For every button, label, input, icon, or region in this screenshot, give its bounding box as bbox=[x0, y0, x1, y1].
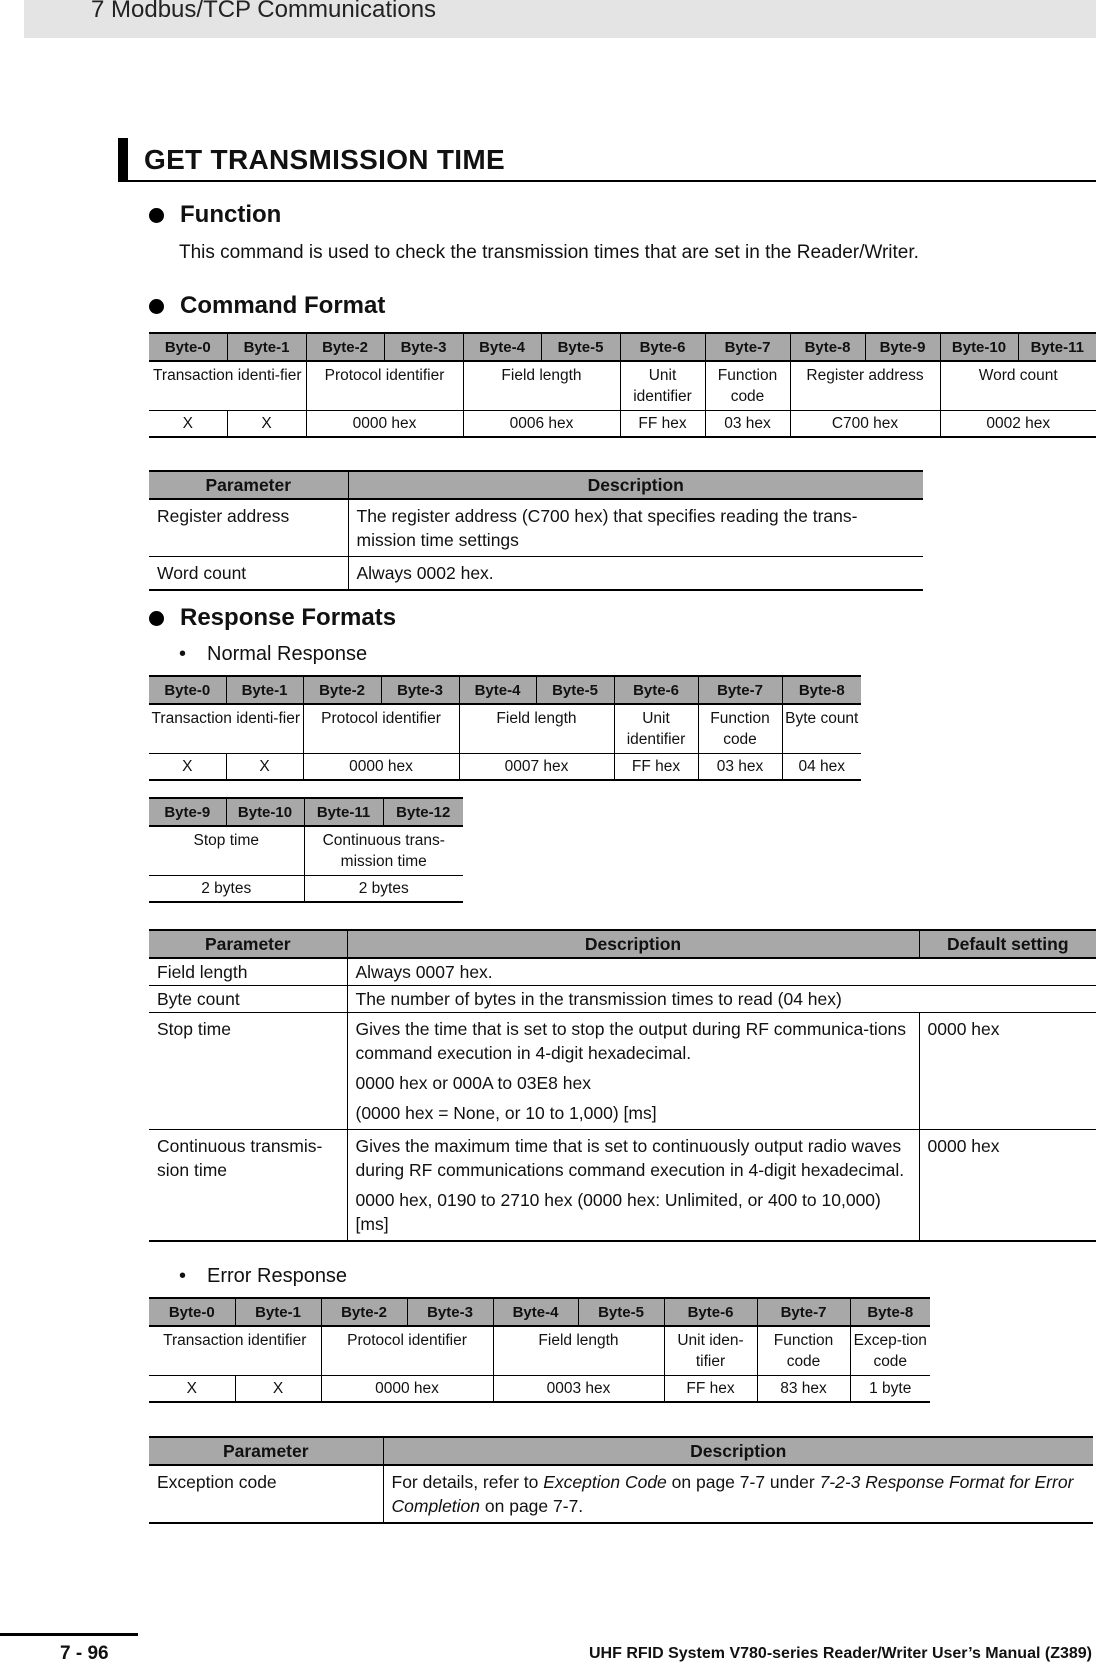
byte-header-row bbox=[149, 1298, 930, 1326]
description-header: Description bbox=[348, 471, 923, 499]
table-row bbox=[149, 499, 923, 557]
response-formats-heading-text: Response Formats bbox=[180, 604, 397, 631]
chapter-header-bar bbox=[24, 0, 1096, 38]
byte-label: Byte-2 bbox=[303, 676, 381, 704]
parameter-description: Always 0002 hex. bbox=[348, 557, 923, 591]
parameter-description: The number of bytes in the transmission times to read (04 hex) bbox=[347, 986, 1096, 1013]
function-heading bbox=[149, 201, 281, 229]
default-setting: 0000 hex bbox=[919, 1130, 1096, 1242]
exception-code-reference: Exception Code bbox=[543, 1472, 667, 1492]
field-value: 0000 hex bbox=[303, 754, 459, 781]
field-value: X bbox=[149, 1376, 235, 1403]
description-line: (0000 hex = None, or 10 to 1,000) [ms] bbox=[355, 1103, 657, 1123]
description-line: 0000 hex, 0190 to 2710 hex (0000 hex: Unlimited, or 400 to 10,000) [ms] bbox=[355, 1190, 881, 1234]
parameter-name: Byte count bbox=[149, 986, 347, 1013]
field-name: Transaction identi-fier bbox=[149, 704, 303, 754]
description-header: Description bbox=[347, 930, 919, 958]
section-title-text: GET TRANSMISSION TIME bbox=[144, 144, 505, 175]
parameter-header: Parameter bbox=[149, 471, 348, 499]
normal-response-table bbox=[149, 675, 861, 781]
field-value: X bbox=[226, 754, 303, 781]
field-value-row bbox=[149, 411, 1096, 438]
default-setting-header: Default setting bbox=[919, 930, 1096, 958]
command-format-heading bbox=[149, 292, 385, 320]
bullet-icon bbox=[149, 299, 164, 314]
table-row bbox=[149, 1465, 1093, 1523]
field-value: 83 hex bbox=[757, 1376, 850, 1403]
field-name: Protocol identifier bbox=[321, 1326, 493, 1376]
table-row bbox=[149, 557, 923, 591]
byte-label: Byte-10 bbox=[940, 333, 1018, 361]
byte-label: Byte-3 bbox=[384, 333, 463, 361]
field-name: Field length bbox=[493, 1326, 664, 1376]
table-row bbox=[149, 986, 1096, 1013]
byte-label: Byte-0 bbox=[149, 333, 227, 361]
section-reference: 7-2-3 Response Format for Error Completion bbox=[391, 1472, 1074, 1516]
field-name: Word count bbox=[940, 361, 1096, 411]
field-value: 03 hex bbox=[705, 411, 790, 438]
error-parameter-table bbox=[149, 1436, 1093, 1524]
byte-label: Byte-1 bbox=[227, 333, 306, 361]
error-response-label: • Error Response bbox=[179, 1265, 348, 1287]
field-name: Field length bbox=[459, 704, 614, 754]
field-value: FF hex bbox=[620, 411, 705, 438]
field-value: 0007 hex bbox=[459, 754, 614, 781]
byte-label: Byte-7 bbox=[757, 1298, 850, 1326]
field-value: 0000 hex bbox=[321, 1376, 493, 1403]
parameter-name: Word count bbox=[149, 557, 348, 591]
parameter-description: The register address (C700 hex) that specifies reading the trans-mission time settings bbox=[348, 499, 923, 557]
field-value: 1 byte bbox=[850, 1376, 930, 1403]
byte-header-row bbox=[149, 676, 861, 704]
field-name: Protocol identifier bbox=[303, 704, 459, 754]
parameter-name: Field length bbox=[149, 958, 347, 986]
parameter-description bbox=[347, 1130, 919, 1242]
field-name: Protocol identifier bbox=[306, 361, 463, 411]
parameter-header: Parameter bbox=[149, 1437, 383, 1465]
byte-label: Byte-9 bbox=[865, 333, 940, 361]
response-formats-heading bbox=[149, 604, 396, 632]
field-name: Transaction identi-fier bbox=[149, 361, 306, 411]
byte-label: Byte-9 bbox=[149, 798, 226, 826]
field-value-row bbox=[149, 754, 861, 781]
default-setting: 0000 hex bbox=[919, 1013, 1096, 1130]
description-header: Description bbox=[383, 1437, 1093, 1465]
byte-label: Byte-1 bbox=[235, 1298, 321, 1326]
byte-label: Byte-7 bbox=[705, 333, 790, 361]
field-value: FF hex bbox=[664, 1376, 757, 1403]
table-row bbox=[149, 1130, 1096, 1242]
byte-label: Byte-7 bbox=[698, 676, 782, 704]
byte-label: Byte-0 bbox=[149, 1298, 235, 1326]
field-value: X bbox=[227, 411, 306, 438]
field-name: Function code bbox=[757, 1326, 850, 1376]
byte-label: Byte-6 bbox=[664, 1298, 757, 1326]
field-value: 03 hex bbox=[698, 754, 782, 781]
page-number: 7 - 96 bbox=[60, 1643, 109, 1664]
field-value: 0000 hex bbox=[306, 411, 463, 438]
description-line: 0000 hex or 000A to 03E8 hex bbox=[355, 1073, 591, 1093]
byte-label: Byte-12 bbox=[383, 798, 463, 826]
byte-label: Byte-5 bbox=[541, 333, 620, 361]
byte-label: Byte-6 bbox=[614, 676, 698, 704]
manual-title: UHF RFID System V780-series Reader/Writer User’s Manual (Z389) bbox=[588, 1645, 1092, 1662]
byte-label: Byte-8 bbox=[850, 1298, 930, 1326]
field-name: Transaction identifier bbox=[149, 1326, 321, 1376]
error-response-table bbox=[149, 1297, 930, 1403]
field-value-row bbox=[149, 1376, 930, 1403]
parameter-name: Continuous transmis-sion time bbox=[149, 1130, 347, 1242]
field-name: Byte count bbox=[782, 704, 861, 754]
byte-label: Byte-3 bbox=[407, 1298, 493, 1326]
parameter-header-row bbox=[149, 930, 1096, 958]
description-line: Gives the time that is set to stop the output during RF communica-tions command execution in 4-digit hexadecimal. bbox=[355, 1019, 907, 1063]
byte-label: Byte-3 bbox=[381, 676, 459, 704]
field-value: 2 bytes bbox=[304, 876, 463, 903]
byte-label: Byte-4 bbox=[459, 676, 536, 704]
bullet-icon bbox=[149, 611, 164, 626]
field-value: 0006 hex bbox=[463, 411, 620, 438]
byte-label: Byte-4 bbox=[493, 1298, 578, 1326]
byte-header-row bbox=[149, 333, 1096, 361]
byte-label: Byte-1 bbox=[226, 676, 303, 704]
byte-label: Byte-2 bbox=[306, 333, 384, 361]
parameter-description bbox=[347, 1013, 919, 1130]
field-value: FF hex bbox=[614, 754, 698, 781]
function-heading-text: Function bbox=[180, 201, 282, 228]
field-name: Field length bbox=[463, 361, 620, 411]
field-name-row bbox=[149, 704, 861, 754]
byte-label: Byte-6 bbox=[620, 333, 705, 361]
byte-label: Byte-8 bbox=[790, 333, 865, 361]
chapter-title: 7 Modbus/TCP Communications bbox=[91, 0, 437, 23]
field-value: 2 bytes bbox=[149, 876, 304, 903]
normal-response-table-2 bbox=[149, 797, 463, 903]
field-name-row bbox=[149, 1326, 930, 1376]
field-value: X bbox=[149, 754, 226, 781]
byte-label: Byte-10 bbox=[226, 798, 304, 826]
field-name-row bbox=[149, 361, 1096, 411]
parameter-name: Exception code bbox=[149, 1465, 383, 1523]
footer-rule bbox=[0, 1633, 138, 1636]
byte-label: Byte-11 bbox=[1018, 333, 1096, 361]
byte-label: Byte-0 bbox=[149, 676, 226, 704]
section-title bbox=[118, 138, 1096, 182]
table-row bbox=[149, 1013, 1096, 1130]
byte-header-row bbox=[149, 798, 463, 826]
field-name: Excep-tion code bbox=[850, 1326, 930, 1376]
field-name: Function code bbox=[698, 704, 782, 754]
field-value-row bbox=[149, 876, 463, 903]
field-value: 0002 hex bbox=[940, 411, 1096, 438]
description-line: Gives the maximum time that is set to continuously output radio waves during RF communications command execution in 4-digit hexadecimal. bbox=[355, 1136, 905, 1180]
byte-label: Byte-5 bbox=[536, 676, 614, 704]
field-name: Unit identifier bbox=[620, 361, 705, 411]
field-name: Unit identifier bbox=[614, 704, 698, 754]
parameter-description: For details, refer to Exception Code on page 7-7 under 7-2-3 Response Format for Error Completion on page 7-7. bbox=[383, 1465, 1093, 1523]
parameter-description: Always 0007 hex. bbox=[347, 958, 1096, 986]
response-parameter-table bbox=[149, 929, 1096, 1242]
normal-response-label: • Normal Response bbox=[179, 643, 368, 665]
parameter-name: Register address bbox=[149, 499, 348, 557]
byte-label: Byte-8 bbox=[782, 676, 861, 704]
field-name: Unit iden-tifier bbox=[664, 1326, 757, 1376]
function-text: This command is used to check the transmission times that are set in the Reader/Writer. bbox=[179, 242, 919, 263]
command-format-heading-text: Command Format bbox=[180, 292, 386, 319]
byte-label: Byte-2 bbox=[321, 1298, 407, 1326]
command-parameter-table bbox=[149, 470, 923, 591]
field-name-row bbox=[149, 826, 463, 876]
byte-label: Byte-5 bbox=[578, 1298, 664, 1326]
parameter-header: Parameter bbox=[149, 930, 347, 958]
byte-label: Byte-4 bbox=[463, 333, 541, 361]
field-value: C700 hex bbox=[790, 411, 940, 438]
byte-label: Byte-11 bbox=[304, 798, 383, 826]
field-value: 04 hex bbox=[782, 754, 861, 781]
bullet-icon bbox=[149, 208, 164, 223]
parameter-name: Stop time bbox=[149, 1013, 347, 1130]
command-format-table bbox=[149, 332, 1096, 438]
parameter-header-row bbox=[149, 471, 923, 499]
field-value: 0003 hex bbox=[493, 1376, 664, 1403]
field-value: X bbox=[149, 411, 227, 438]
field-name: Register address bbox=[790, 361, 940, 411]
table-row bbox=[149, 958, 1096, 986]
field-name: Stop time bbox=[149, 826, 304, 876]
field-value: X bbox=[235, 1376, 321, 1403]
field-name: Continuous trans-mission time bbox=[304, 826, 463, 876]
field-name: Function code bbox=[705, 361, 790, 411]
parameter-header-row bbox=[149, 1437, 1093, 1465]
